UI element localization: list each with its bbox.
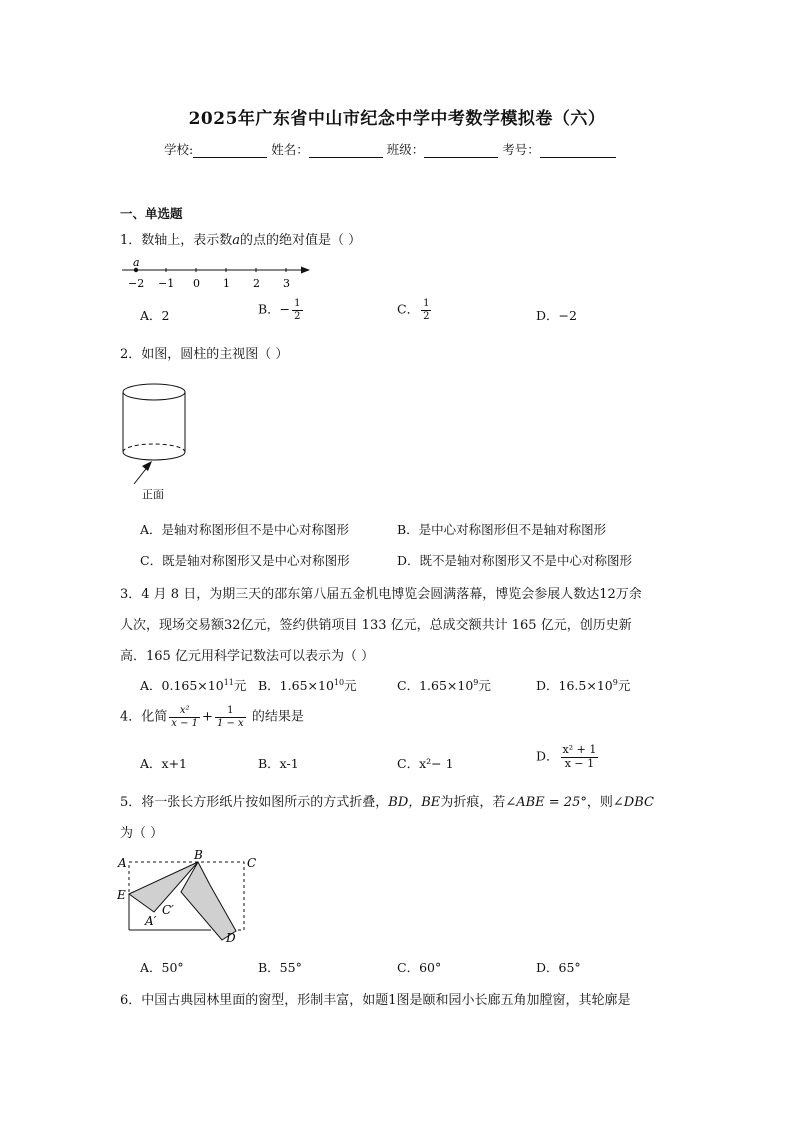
q3-option-c[interactable]: C．$1.65\times 10^9$元 — [397, 677, 491, 693]
question-1-stem — [120, 229, 361, 248]
fraction: $\frac{\text{x² + 1}}{x - 1}$ — [562, 743, 597, 770]
number-line-ticks — [128, 268, 290, 290]
q5-option-b[interactable]: B．55° — [258, 960, 302, 975]
svg-text:B: B — [194, 848, 203, 862]
fraction: $\frac{1}{1 - x}$ — [216, 705, 244, 729]
q1-option-a[interactable]: A．2 — [140, 308, 170, 323]
q1-option-b[interactable]: B．− $\frac{1}{2}$ — [258, 298, 301, 322]
question-4-stem: 4．化简 $\frac{\text{x²}}{x - 1}$ + $\frac{1}{1 - x}$ 的结果是 — [120, 705, 304, 729]
number-blank[interactable] — [540, 143, 616, 158]
q2-option-a[interactable]: A．是轴对称图形但不是中心对称图形 — [140, 522, 350, 537]
question-3-line-1: 3．4 月 8 日，为期三天的邵东第八届五金机电博览会圆满落幕，博览会参展人数达12万余 — [120, 587, 642, 602]
number-line-arrow — [301, 267, 310, 274]
cylinder-bottom-front — [123, 452, 185, 460]
question-2-stem: 2．如图，圆柱的主视图（ ） — [120, 347, 289, 362]
tick-label: 2 — [253, 277, 260, 290]
q1-prefix: 1．数轴上，表示数 — [120, 233, 233, 248]
question-3-line-3: 高．165 亿元用科学记数法可以表示为（ ） — [120, 649, 375, 664]
name-label: 姓名： — [271, 142, 309, 157]
q1-suffix: 的点的绝对值是（ ） — [240, 233, 362, 248]
q2-option-d[interactable]: D．既不是轴对称图形又不是中心对称图形 — [397, 553, 633, 568]
class-blank[interactable] — [424, 143, 498, 158]
q3-option-d[interactable]: D．$16.5\times 10^9$元 — [536, 677, 631, 693]
cylinder-bottom-back — [123, 444, 185, 452]
q4-option-d[interactable]: D． $\frac{\text{x² + 1}}{x - 1}$ — [536, 743, 597, 770]
tick-label: 0 — [193, 277, 200, 290]
front-label: 正面 — [142, 488, 164, 501]
q4-option-b[interactable]: B．x-1 — [258, 756, 299, 771]
q1-option-c[interactable]: C． $\frac{1}{2}$ — [397, 298, 430, 322]
folded-rectangle-figure — [114, 848, 274, 948]
school-blank[interactable] — [193, 143, 267, 158]
name-blank[interactable] — [309, 143, 383, 158]
question-6-line-1: 6．中国古典园林里面的窗型，形制丰富，如题1图是颐和园小长廊五角加膛窗，其轮廓是 — [120, 993, 631, 1008]
school-label: 学校: — [164, 142, 194, 157]
svg-text:A′: A′ — [145, 914, 157, 928]
svg-text:D: D — [226, 931, 236, 945]
number-label: 考号： — [502, 142, 540, 157]
cylinder-figure — [118, 374, 198, 504]
q2-option-c[interactable]: C．既是轴对称图形又是中心对称图形 — [140, 553, 350, 568]
q1-option-d[interactable]: D．−2 — [536, 308, 577, 323]
class-label: 班级： — [386, 142, 425, 157]
question-3-line-2: 人次，现场交易额32亿元，签约供销项目 133 亿元，总成交额共计 165 亿元，创历史新 — [120, 618, 632, 633]
q1-variable: a — [232, 233, 241, 248]
q5-option-d[interactable]: D．65° — [536, 960, 581, 975]
q3-option-a[interactable]: A．$0.165\times 10^{11}$元 — [140, 677, 247, 693]
tick-label: −2 — [128, 277, 145, 290]
question-5-line-1: 5．将一张长方形纸片按如图所示的方式折叠，BD，BE为折痕，若∠ABE = 25°，则∠DBC — [120, 795, 654, 810]
svg-text:C: C — [247, 856, 257, 870]
svg-text:A: A — [118, 856, 127, 870]
page-title: 2025年广东省中山市纪念中学中考数学模拟卷（六） — [188, 109, 606, 129]
fold-flap-right — [181, 862, 236, 940]
q2-option-b[interactable]: B．是中心对称图形但不是轴对称图形 — [397, 522, 607, 537]
q5-option-a[interactable]: A．50° — [140, 960, 184, 975]
q4-option-c[interactable]: C．x²− 1 — [397, 756, 454, 771]
q4-option-a[interactable]: A．x+1 — [140, 756, 188, 771]
point-a-label: a — [133, 256, 140, 269]
fraction: $\frac{1}{2}$ — [294, 298, 301, 322]
tick-label: 1 — [223, 277, 230, 290]
tick-label: 3 — [283, 277, 290, 290]
svg-text:E: E — [117, 888, 126, 902]
cylinder-top — [123, 384, 185, 400]
number-line-figure — [118, 256, 318, 292]
q5-option-c[interactable]: C．60° — [397, 960, 442, 975]
student-info-line — [164, 140, 616, 158]
section-heading: 一、单选题 — [120, 206, 183, 221]
q3-option-b[interactable]: B．$1.65\times 10^{10}$元 — [258, 677, 357, 693]
fraction: $\frac{\text{x²}}{x - 1}$ — [171, 705, 199, 729]
question-5-line-2: 为（ ） — [120, 826, 164, 841]
fraction: $\frac{1}{2}$ — [423, 298, 430, 322]
tick-label: −1 — [158, 277, 175, 290]
svg-text:C′: C′ — [162, 903, 174, 917]
